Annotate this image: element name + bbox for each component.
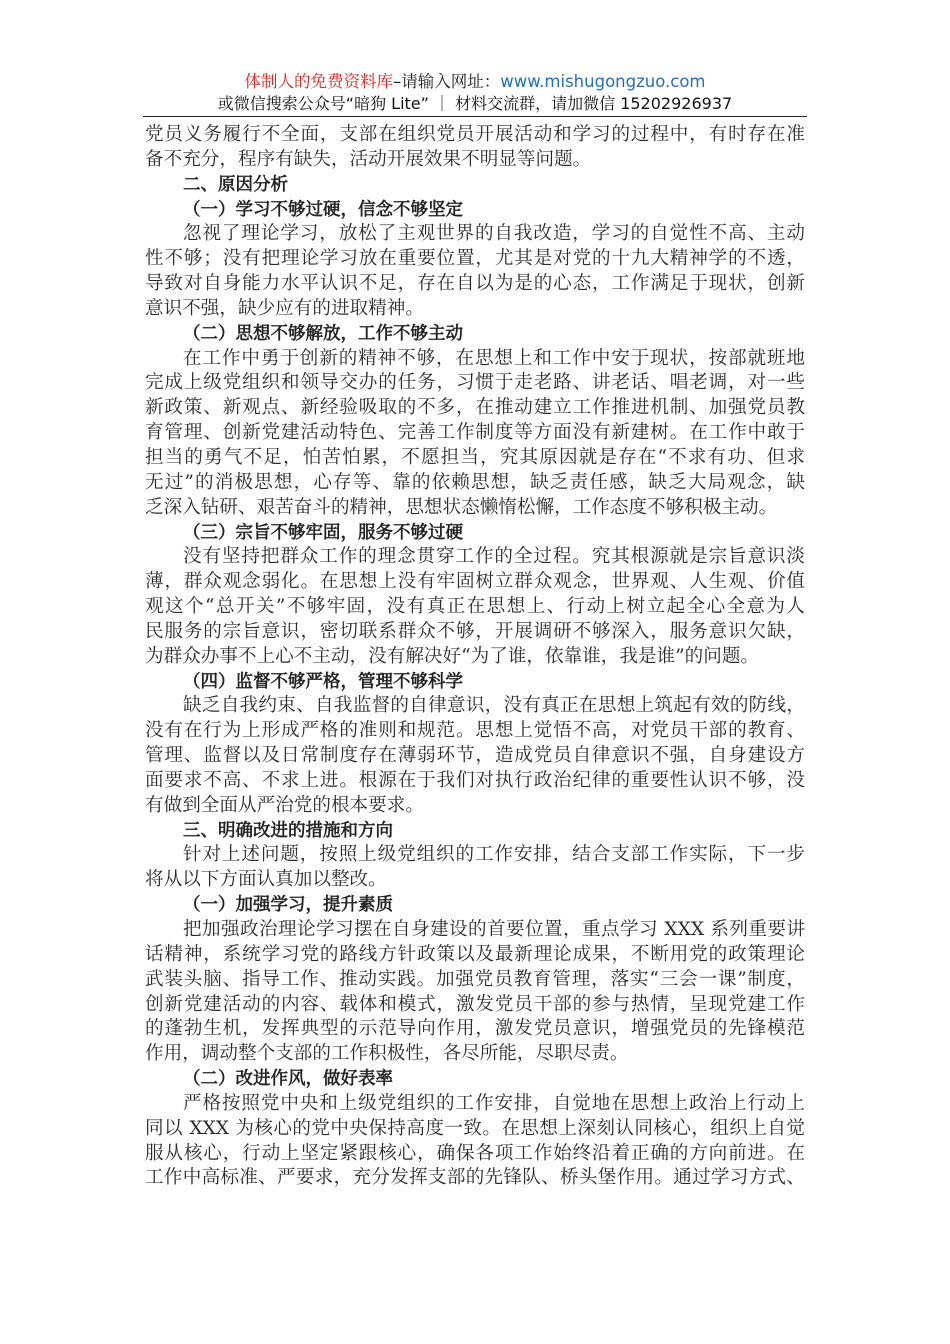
section-heading (145, 819, 805, 844)
text-line: 担当的勇气不足，怕苦怕累，不愿担当，究其原因就是存在“不求有功、但求 (145, 446, 805, 468)
text-line: 武装头脑、指导工作、推动实践。加强党员教育管理，落实“三会一课”制度， (145, 968, 805, 990)
paragraph (145, 1092, 805, 1191)
text-line: （二）思想不够解放，工作不够主动 (183, 323, 463, 344)
text-line: 忽视了理论学习，放松了主观世界的自我改造，学习的自觉性不高、主动 (183, 223, 805, 245)
paragraph (145, 123, 805, 173)
paragraph (145, 222, 805, 321)
text-line: 话精神，系统学习党的路线方针政策以及最新理论成果，不断用党的政策理论 (145, 943, 805, 965)
text-line: 缺乏自我约束、自我监督的自律意识，没有真正在思想上筑起有效的防线， (183, 695, 805, 717)
text-line: 针对上述问题，按照上级党组织的工作安排，结合支部工作实际，下一步 (183, 844, 805, 866)
text-line: 育管理、创新党建活动特色、完善工作制度等方面没有新建树。在工作中敢于 (145, 422, 805, 444)
text-line: 管理、监督以及日常制度存在薄弱环节，造成党员自律意识不强，自身建设方 (145, 745, 805, 767)
subsection-heading (145, 521, 805, 546)
text-line: 有做到全面从严治党的根本要求。 (145, 794, 424, 816)
url-prompt: –请输入网址： (392, 72, 501, 91)
brand-name: 体制人的免费资料库 (244, 72, 393, 91)
text-line: （三）宗旨不够牢固，服务不够过硬 (183, 522, 463, 543)
text-line: 性不够；没有把理论学习放在重要位置，尤其是对党的十九大精神学的不透， (145, 248, 805, 270)
text-line: 没有坚持把群众工作的理念贯穿工作的全过程。究其根源就是宗旨意识淡 (183, 546, 805, 568)
text-line: 在工作中勇于创新的精神不够，在思想上和工作中安于现状，按部就班地 (183, 347, 805, 369)
text-line: 备不充分，程序有缺失，活动开展效果不明显等问题。 (145, 148, 592, 170)
section-heading (145, 173, 805, 198)
text-line: 没有在行为上形成严格的准则和规范。思想上觉悟不高，对党员干部的教育、 (145, 720, 805, 742)
page-header (143, 70, 807, 115)
text-line: 二、原因分析 (183, 174, 288, 195)
text-line: 把加强政治理论学习摆在自身建设的首要位置，重点学习 XXX 系列重要讲 (183, 919, 805, 940)
text-line: 创新党建活动的内容、载体和模式，激发党员干部的参与热情，呈现党建工作 (145, 993, 805, 1015)
text-line: 新政策、新观点、新经验吸取的不多，在推动建立工作推进机制、加强党员教 (145, 397, 805, 419)
paragraph (145, 918, 805, 1067)
text-line: 面要求不高、不求上进。根源在于我们对执行政治纪律的重要性认识不够，没 (145, 769, 805, 791)
text-line: 同以 XXX 为核心的党中央保持高度一致。在思想上深刻认同核心，组织上自觉 (145, 1117, 805, 1139)
text-line: 完成上级党组织和领导交办的任务，习惯于走老路、讲老话、唱老调，对一些 (145, 372, 805, 394)
text-line: 导致对自身能力水平认识不足，存在自以为是的心态，工作满足于现状，创新 (145, 273, 805, 295)
subsection-heading (145, 670, 805, 695)
text-line: 三、明确改进的措施和方向 (183, 820, 393, 841)
text-line: 的蓬勃生机，发挥典型的示范导向作用，激发党员意识，增强党员的先锋模范 (145, 1018, 805, 1040)
text-line: （一）加强学习，提升素质 (183, 895, 393, 916)
text-line: 意识不强，缺少应有的进取精神。 (145, 297, 424, 319)
website-link[interactable]: www.mishugongzuo.com (500, 72, 706, 91)
text-line: 工作中高标准、严要求，充分发挥支部的先锋队、桥头堡作用。通过学习方式、 (145, 1167, 805, 1189)
text-line: （二）改进作风，做好表率 (183, 1069, 393, 1090)
text-line: （四）监督不够严格，管理不够科学 (183, 671, 463, 692)
subsection-heading (145, 1067, 805, 1092)
paragraph (145, 545, 805, 669)
text-line: 为群众办事不上心不主动，没有解决好“为了谁，依靠谁，我是谁”的问题。 (145, 645, 760, 667)
document-body (145, 123, 805, 1191)
text-line: 无过”的消极思想，心存等、靠的依赖思想，缺乏责任感，缺乏大局观念，缺 (145, 471, 805, 493)
text-line: 作用，调动整个支部的工作积极性，各尽所能，尽职尽责。 (145, 1043, 629, 1065)
text-line: 乏深入钻研、艰苦奋斗的精神，思想状态懒惰松懈，工作态度不够积极主动。 (145, 496, 778, 518)
text-line: 薄，群众观念弱化。在思想上没有牢固树立群众观念，世界观、人生观、价值 (145, 571, 805, 593)
paragraph (145, 347, 805, 521)
subsection-heading (145, 322, 805, 347)
text-line: （一）学习不够过硬，信念不够坚定 (183, 199, 463, 220)
text-line: 党员义务履行不全面，支部在组织党员开展活动和学习的过程中，有时存在准 (145, 124, 805, 145)
paragraph (145, 694, 805, 818)
header-divider (143, 116, 807, 117)
paragraph (145, 843, 805, 893)
text-line: 民服务的宗旨意识，密切联系群众不够，开展调研不够深入，服务意识欠缺， (145, 620, 805, 642)
subsection-heading (145, 198, 805, 223)
text-line: 将从以下方面认真加以整改。 (145, 869, 387, 891)
header-line-2: 或微信搜索公众号“暗狗 Lite” ｜ 材料交流群，请加微信 15202926937 (217, 94, 733, 113)
text-line: 严格按照党中央和上级党组织的工作安排，自觉地在思想上政治上行动上 (183, 1092, 805, 1114)
subsection-heading (145, 893, 805, 918)
header-line-1 (143, 70, 807, 93)
text-line: 服从核心，行动上坚定紧跟核心，确保各项工作始终沿着正确的方向前进。在 (145, 1142, 805, 1164)
text-line: 观这个“总开关”不够牢固，没有真正在思想上、行动上树立起全心全意为人 (145, 596, 805, 618)
